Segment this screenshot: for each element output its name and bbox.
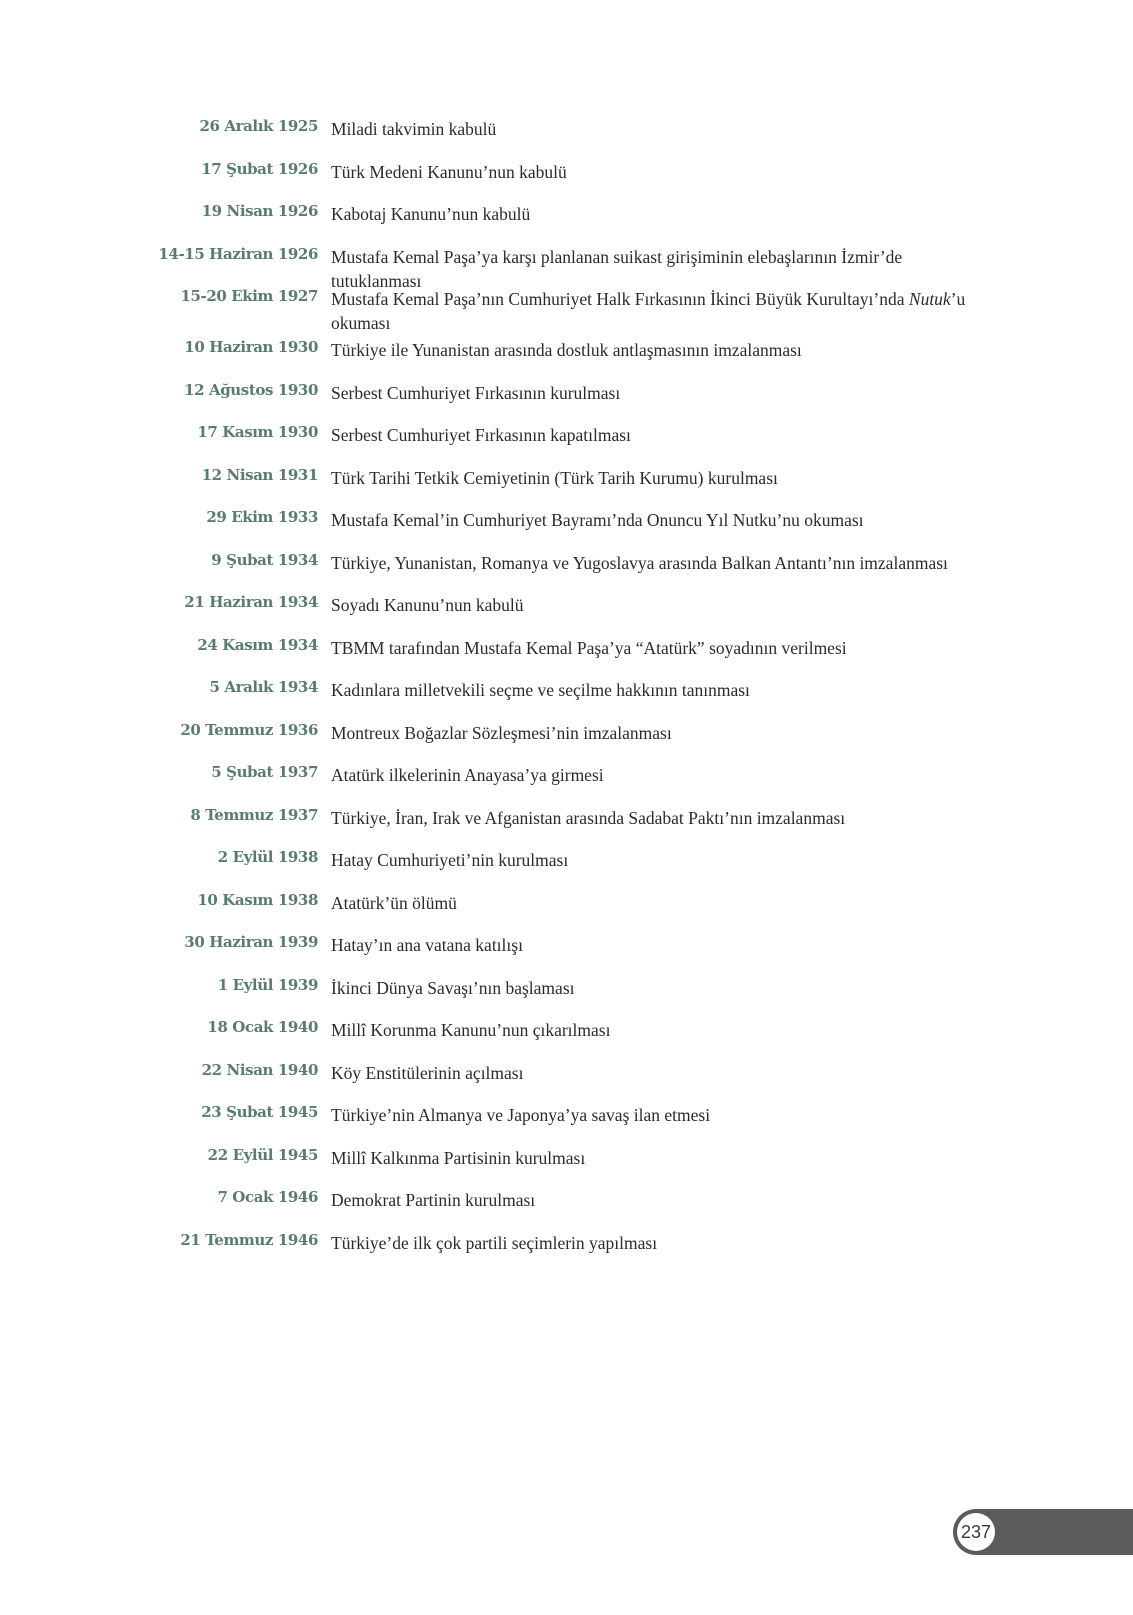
event-description: Mustafa Kemal Paşa’ya karşı planlanan suikast girişiminin elebaşlarının İzmir’de tutuklanması	[331, 246, 903, 291]
event-description: Türkiye, Yunanistan, Romanya ve Yugoslavya arasında Balkan Antantı’nın imzalanması	[331, 552, 948, 573]
event-description: Kadınlara milletvekili seçme ve seçilme hakkının tanınması	[331, 680, 750, 700]
event-date: 1 Eylül 1939	[217, 975, 318, 994]
chronology-row	[0, 844, 1133, 887]
event-description: Atatürk ilkelerinin Anayasa’ya girmesi	[331, 765, 604, 785]
chronology-row	[0, 1057, 1133, 1100]
chronology-row	[0, 1184, 1133, 1227]
event-date: 20 Temmuz 1936	[180, 720, 318, 739]
chronology-row	[0, 334, 1133, 377]
event-description: Serbest Cumhuriyet Fırkasının kapatılması	[331, 425, 631, 445]
chronology-row	[0, 632, 1133, 675]
event-date: 5 Şubat 1937	[211, 763, 318, 781]
chronology-row	[0, 972, 1133, 1015]
chronology-row	[0, 283, 1133, 334]
chronology-row	[0, 156, 1133, 199]
event-date: 24 Kasım 1934	[197, 635, 318, 654]
event-description: TBMM tarafından Mustafa Kemal Paşa’ya “Atatürk” soyadının verilmesi	[331, 637, 847, 658]
chronology-row	[0, 929, 1133, 972]
event-date: 7 Ocak 1946	[217, 1188, 318, 1206]
chronology-row	[0, 377, 1133, 420]
event-date: 5 Aralık 1934	[209, 678, 318, 696]
page-number: 237	[957, 1513, 995, 1551]
event-date: 15-20 Ekim 1927	[180, 287, 318, 305]
chronology-row	[0, 419, 1133, 462]
chronology-row	[0, 589, 1133, 632]
event-date: 9 Şubat 1934	[211, 550, 318, 569]
chronology-row	[0, 1099, 1133, 1142]
event-description: Türk Tarihi Tetkik Cemiyetinin (Türk Tarih Kurumu) kurulması	[331, 467, 778, 488]
event-date: 26 Aralık 1925	[199, 117, 318, 135]
event-description: Mustafa Kemal’in Cumhuriyet Bayramı’nda Onuncu Yıl Nutku’nu okuması	[331, 510, 864, 530]
chronology-row	[0, 1227, 1133, 1270]
event-description: Serbest Cumhuriyet Fırkasının kurulması	[331, 382, 621, 403]
event-description: Soyadı Kanunu’nun kabulü	[331, 595, 524, 615]
event-text: Mustafa Kemal Paşa’nın Cumhuriyet Halk Fırkasının İkinci Büyük Kurultayı’nda	[331, 289, 909, 309]
event-description: Millî Korunma Kanunu’nun çıkarılması	[331, 1020, 611, 1040]
chronology-list	[0, 113, 1133, 1269]
event-description: Demokrat Partinin kurulması	[331, 1190, 536, 1210]
event-date: 10 Kasım 1938	[197, 890, 318, 909]
event-date: 21 Haziran 1934	[184, 593, 318, 611]
chronology-row	[0, 1142, 1133, 1185]
event-date: 22 Nisan 1940	[201, 1060, 318, 1079]
event-date: 8 Temmuz 1937	[190, 805, 318, 824]
event-description: Türkiye, İran, Irak ve Afganistan arasında Sadabat Paktı’nın imzalanması	[331, 807, 846, 828]
event-description: Türkiye’de ilk çok partili seçimlerin yapılması	[331, 1232, 658, 1253]
event-date: 14-15 Haziran 1926	[158, 244, 318, 263]
chronology-row	[0, 802, 1133, 845]
chronology-row	[0, 198, 1133, 241]
chronology-row	[0, 759, 1133, 802]
event-description: Montreux Boğazlar Sözleşmesi’nin imzalanması	[331, 722, 672, 743]
chronology-row	[0, 241, 1133, 291]
chronology-row	[0, 547, 1133, 590]
event-description: Millî Kalkınma Partisinin kurulması	[331, 1147, 586, 1168]
event-date: 2 Eylül 1938	[217, 848, 318, 866]
event-date: 23 Şubat 1945	[201, 1103, 318, 1121]
event-date: 10 Haziran 1930	[184, 338, 318, 356]
event-text: ’u okuması	[331, 289, 966, 333]
book-title: Nutuk	[908, 289, 951, 309]
event-date: 22 Eylül 1945	[207, 1145, 318, 1164]
event-date: 19 Nisan 1926	[201, 202, 318, 220]
event-description	[331, 287, 981, 335]
event-date: 17 Şubat 1926	[201, 159, 318, 178]
chronology-row	[0, 1014, 1133, 1057]
event-description: Kabotaj Kanunu’nun kabulü	[331, 204, 531, 224]
event-description: İkinci Dünya Savaşı’nın başlaması	[331, 977, 575, 998]
event-date: 30 Haziran 1939	[184, 933, 318, 951]
chronology-row	[0, 717, 1133, 760]
event-description: Türk Medeni Kanunu’nun kabulü	[331, 161, 567, 182]
chronology-row	[0, 887, 1133, 930]
event-description: Miladi takvimin kabulü	[331, 119, 497, 139]
event-description: Türkiye’nin Almanya ve Japonya’ya savaş ilan etmesi	[331, 1105, 711, 1125]
event-description: Atatürk’ün ölümü	[331, 892, 457, 913]
event-date: 12 Nisan 1931	[201, 465, 318, 484]
event-description: Türkiye ile Yunanistan arasında dostluk antlaşmasının imzalanması	[331, 340, 802, 360]
event-description: Hatay Cumhuriyeti’nin kurulması	[331, 850, 569, 870]
chronology-row	[0, 504, 1133, 547]
event-date: 18 Ocak 1940	[207, 1018, 318, 1036]
chronology-row	[0, 462, 1133, 505]
event-date: 29 Ekim 1933	[206, 508, 318, 526]
event-date: 21 Temmuz 1946	[180, 1230, 318, 1249]
event-description: Köy Enstitülerinin açılması	[331, 1062, 524, 1083]
event-description: Hatay’ın ana vatana katılışı	[331, 935, 523, 955]
chronology-row	[0, 113, 1133, 156]
chronology-row	[0, 674, 1133, 717]
event-date: 12 Ağustos 1930	[184, 380, 318, 399]
event-date: 17 Kasım 1930	[197, 423, 318, 441]
